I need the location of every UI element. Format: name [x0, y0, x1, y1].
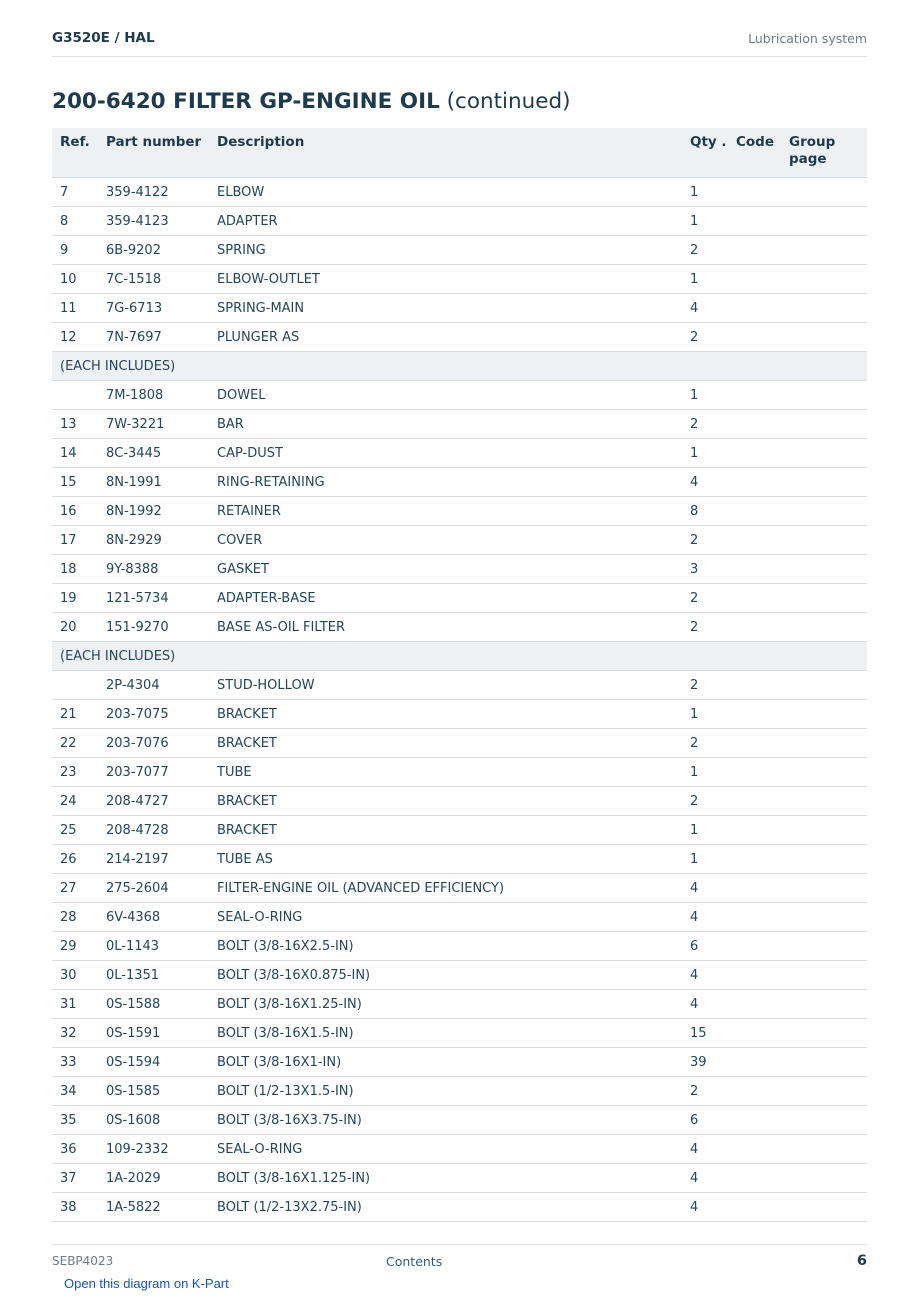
table-row	[52, 1019, 867, 1048]
table-row	[52, 990, 867, 1019]
part-number-cell: 208-4727	[98, 787, 209, 816]
ref-cell: 30	[52, 961, 98, 990]
group-page-cell	[781, 439, 867, 468]
part-number-cell: 359-4123	[98, 207, 209, 236]
ref-cell: 38	[52, 1193, 98, 1222]
ref-cell: 14	[52, 439, 98, 468]
description-cell: DOWEL	[209, 381, 682, 410]
qty-cell: 4	[682, 961, 728, 990]
ref-cell: 34	[52, 1077, 98, 1106]
description-cell: RING-RETAINING	[209, 468, 682, 497]
code-cell	[728, 671, 781, 700]
table-row	[52, 845, 867, 874]
group-page-cell	[781, 178, 867, 207]
ref-cell: 26	[52, 845, 98, 874]
code-cell	[728, 758, 781, 787]
part-number-cell: 7G-6713	[98, 294, 209, 323]
group-page-cell	[781, 1048, 867, 1077]
table-row	[52, 410, 867, 439]
column-header-group-page: Group page	[781, 128, 867, 178]
ref-cell: 9	[52, 236, 98, 265]
table-row	[52, 1106, 867, 1135]
code-cell	[728, 613, 781, 642]
contents-link[interactable]: Contents	[386, 1254, 443, 1269]
ref-cell: 16	[52, 497, 98, 526]
part-number-cell: 7M-1808	[98, 381, 209, 410]
code-cell	[728, 990, 781, 1019]
column-header-code: Code	[728, 128, 781, 178]
ref-cell: 23	[52, 758, 98, 787]
group-page-cell	[781, 294, 867, 323]
description-cell: ELBOW	[209, 178, 682, 207]
table-row	[52, 1135, 867, 1164]
group-page-cell	[781, 497, 867, 526]
group-page-cell	[781, 874, 867, 903]
qty-cell: 2	[682, 323, 728, 352]
part-number-cell: 151-9270	[98, 613, 209, 642]
table-row	[52, 961, 867, 990]
description-cell: BOLT (3/8-16X1.125-IN)	[209, 1164, 682, 1193]
qty-cell: 39	[682, 1048, 728, 1077]
qty-cell: 2	[682, 787, 728, 816]
group-page-cell	[781, 584, 867, 613]
table-row	[52, 932, 867, 961]
description-cell: BRACKET	[209, 729, 682, 758]
qty-cell: 4	[682, 1135, 728, 1164]
table-row	[52, 700, 867, 729]
qty-cell: 2	[682, 236, 728, 265]
ref-cell: 22	[52, 729, 98, 758]
part-number-cell: 7C-1518	[98, 265, 209, 294]
group-page-cell	[781, 265, 867, 294]
code-cell	[728, 961, 781, 990]
column-header-part-number: Part number	[98, 128, 209, 178]
description-cell: BRACKET	[209, 700, 682, 729]
qty-cell: 1	[682, 439, 728, 468]
code-cell	[728, 816, 781, 845]
qty-cell: 1	[682, 178, 728, 207]
description-cell: BASE AS-OIL FILTER	[209, 613, 682, 642]
table-row	[52, 236, 867, 265]
part-number-cell: 0S-1608	[98, 1106, 209, 1135]
group-page-cell	[781, 526, 867, 555]
ref-cell: 7	[52, 178, 98, 207]
part-number-cell: 1A-5822	[98, 1193, 209, 1222]
description-cell: GASKET	[209, 555, 682, 584]
code-cell	[728, 787, 781, 816]
table-row	[52, 729, 867, 758]
parts-table-body	[52, 178, 867, 1222]
group-page-cell	[781, 381, 867, 410]
part-number-cell: 6V-4368	[98, 903, 209, 932]
table-row	[52, 1193, 867, 1222]
qty-cell: 2	[682, 729, 728, 758]
group-page-cell	[781, 758, 867, 787]
ref-cell: 29	[52, 932, 98, 961]
qty-cell: 4	[682, 468, 728, 497]
ref-cell: 24	[52, 787, 98, 816]
group-page-cell	[781, 729, 867, 758]
qty-cell: 4	[682, 1164, 728, 1193]
code-cell	[728, 700, 781, 729]
description-cell: SEAL-O-RING	[209, 1135, 682, 1164]
qty-cell: 2	[682, 584, 728, 613]
group-page-cell	[781, 1077, 867, 1106]
table-row	[52, 1077, 867, 1106]
code-cell	[728, 439, 781, 468]
description-cell: ADAPTER-BASE	[209, 584, 682, 613]
description-cell: RETAINER	[209, 497, 682, 526]
page-number: 6	[856, 1253, 867, 1269]
part-number-cell: 2P-4304	[98, 671, 209, 700]
description-cell: BOLT (1/2-13X1.5-IN)	[209, 1077, 682, 1106]
table-row	[52, 1048, 867, 1077]
ref-cell: 20	[52, 613, 98, 642]
code-cell	[728, 1048, 781, 1077]
group-page-cell	[781, 323, 867, 352]
description-cell: BOLT (3/8-16X1.5-IN)	[209, 1019, 682, 1048]
table-row	[52, 294, 867, 323]
ref-cell: 21	[52, 700, 98, 729]
code-cell	[728, 497, 781, 526]
description-cell: BRACKET	[209, 787, 682, 816]
description-cell: PLUNGER AS	[209, 323, 682, 352]
code-cell	[728, 584, 781, 613]
part-number-cell: 8N-2929	[98, 526, 209, 555]
description-cell: SPRING	[209, 236, 682, 265]
ref-cell: 27	[52, 874, 98, 903]
table-row	[52, 758, 867, 787]
description-cell: BOLT (3/8-16X2.5-IN)	[209, 932, 682, 961]
part-number-cell: 7W-3221	[98, 410, 209, 439]
qty-cell: 3	[682, 555, 728, 584]
qty-cell: 15	[682, 1019, 728, 1048]
qty-cell: 1	[682, 207, 728, 236]
qty-cell: 4	[682, 990, 728, 1019]
column-header-description: Description	[209, 128, 682, 178]
code-cell	[728, 526, 781, 555]
ref-cell: 19	[52, 584, 98, 613]
table-row	[52, 671, 867, 700]
group-page-cell	[781, 700, 867, 729]
description-cell: COVER	[209, 526, 682, 555]
part-number-cell: 1A-2029	[98, 1164, 209, 1193]
ref-cell: 15	[52, 468, 98, 497]
ref-cell: 28	[52, 903, 98, 932]
part-number-cell: 0S-1588	[98, 990, 209, 1019]
group-label: (EACH INCLUDES)	[52, 642, 867, 671]
part-number-cell: 8C-3445	[98, 439, 209, 468]
part-number-cell: 275-2604	[98, 874, 209, 903]
column-header-ref: Ref.	[52, 128, 98, 178]
table-row	[52, 497, 867, 526]
description-cell: BOLT (3/8-16X0.875-IN)	[209, 961, 682, 990]
qty-cell: 1	[682, 816, 728, 845]
title-part-name: 200-6420 FILTER GP-ENGINE OIL	[52, 89, 440, 114]
ref-cell: 35	[52, 1106, 98, 1135]
part-number-cell: 208-4728	[98, 816, 209, 845]
table-row	[52, 613, 867, 642]
ref-cell: 17	[52, 526, 98, 555]
description-cell: SEAL-O-RING	[209, 903, 682, 932]
code-cell	[728, 903, 781, 932]
part-number-cell: 8N-1991	[98, 468, 209, 497]
table-row	[52, 323, 867, 352]
description-cell: FILTER-ENGINE OIL (ADVANCED EFFICIENCY)	[209, 874, 682, 903]
description-cell: ELBOW-OUTLET	[209, 265, 682, 294]
part-number-cell: 203-7076	[98, 729, 209, 758]
ref-cell: 10	[52, 265, 98, 294]
page-title	[52, 89, 571, 114]
title-suffix: (continued)	[439, 89, 571, 114]
description-cell: BOLT (3/8-16X3.75-IN)	[209, 1106, 682, 1135]
group-page-cell	[781, 1106, 867, 1135]
group-page-cell	[781, 410, 867, 439]
table-row	[52, 526, 867, 555]
qty-cell: 4	[682, 903, 728, 932]
part-number-cell: 0L-1143	[98, 932, 209, 961]
code-cell	[728, 178, 781, 207]
code-cell	[728, 1164, 781, 1193]
ref-cell: 13	[52, 410, 98, 439]
open-kpart-link[interactable]: Open this diagram on K-Part	[64, 1276, 229, 1291]
table-row	[52, 381, 867, 410]
description-cell: BAR	[209, 410, 682, 439]
part-number-cell: 0S-1591	[98, 1019, 209, 1048]
table-row	[52, 178, 867, 207]
group-page-cell	[781, 903, 867, 932]
description-cell: CAP-DUST	[209, 439, 682, 468]
code-cell	[728, 1193, 781, 1222]
qty-cell: 8	[682, 497, 728, 526]
section-label: Lubrication system	[748, 31, 867, 46]
qty-cell: 2	[682, 526, 728, 555]
group-label: (EACH INCLUDES)	[52, 352, 867, 381]
table-row	[52, 584, 867, 613]
code-cell	[728, 468, 781, 497]
code-cell	[728, 1077, 781, 1106]
qty-cell: 1	[682, 381, 728, 410]
ref-cell: 36	[52, 1135, 98, 1164]
code-cell	[728, 845, 781, 874]
group-page-cell	[781, 961, 867, 990]
part-number-cell: 8N-1992	[98, 497, 209, 526]
part-number-cell: 0S-1585	[98, 1077, 209, 1106]
page-footer	[52, 1244, 867, 1275]
table-row	[52, 207, 867, 236]
table-row	[52, 1164, 867, 1193]
part-number-cell: 9Y-8388	[98, 555, 209, 584]
table-row	[52, 439, 867, 468]
code-cell	[728, 381, 781, 410]
code-cell	[728, 729, 781, 758]
part-number-cell: 359-4122	[98, 178, 209, 207]
group-page-cell	[781, 816, 867, 845]
group-page-cell	[781, 236, 867, 265]
group-page-cell	[781, 845, 867, 874]
code-cell	[728, 323, 781, 352]
column-header-qty: Qty .	[682, 128, 728, 178]
group-page-cell	[781, 1135, 867, 1164]
ref-cell: 25	[52, 816, 98, 845]
code-cell	[728, 1135, 781, 1164]
qty-cell: 4	[682, 1193, 728, 1222]
description-cell: ADAPTER	[209, 207, 682, 236]
table-row	[52, 874, 867, 903]
part-number-cell: 0S-1594	[98, 1048, 209, 1077]
description-cell: BRACKET	[209, 816, 682, 845]
qty-cell: 2	[682, 1077, 728, 1106]
description-cell: STUD-HOLLOW	[209, 671, 682, 700]
ref-cell: 12	[52, 323, 98, 352]
part-number-cell: 203-7077	[98, 758, 209, 787]
part-number-cell: 0L-1351	[98, 961, 209, 990]
table-row	[52, 787, 867, 816]
code-cell	[728, 1019, 781, 1048]
ref-cell: 33	[52, 1048, 98, 1077]
ref-cell: 32	[52, 1019, 98, 1048]
part-number-cell: 109-2332	[98, 1135, 209, 1164]
qty-cell: 1	[682, 845, 728, 874]
qty-cell: 4	[682, 294, 728, 323]
code-cell	[728, 265, 781, 294]
table-header-row	[52, 128, 867, 178]
group-page-cell	[781, 1164, 867, 1193]
code-cell	[728, 555, 781, 584]
qty-cell: 2	[682, 671, 728, 700]
code-cell	[728, 236, 781, 265]
group-page-cell	[781, 787, 867, 816]
description-cell: BOLT (1/2-13X2.75-IN)	[209, 1193, 682, 1222]
table-row	[52, 555, 867, 584]
group-header-row	[52, 352, 867, 381]
qty-cell: 1	[682, 758, 728, 787]
part-number-cell: 214-2197	[98, 845, 209, 874]
qty-cell: 4	[682, 874, 728, 903]
code-cell	[728, 874, 781, 903]
qty-cell: 2	[682, 410, 728, 439]
parts-table	[52, 128, 867, 1222]
part-number-cell: 7N-7697	[98, 323, 209, 352]
description-cell: BOLT (3/8-16X1.25-IN)	[209, 990, 682, 1019]
page-header	[52, 28, 867, 57]
qty-cell: 6	[682, 1106, 728, 1135]
group-page-cell	[781, 1193, 867, 1222]
group-page-cell	[781, 207, 867, 236]
ref-cell: 8	[52, 207, 98, 236]
qty-cell: 1	[682, 265, 728, 294]
description-cell: TUBE AS	[209, 845, 682, 874]
group-header-row	[52, 642, 867, 671]
ref-cell: 31	[52, 990, 98, 1019]
group-page-cell	[781, 990, 867, 1019]
description-cell: SPRING-MAIN	[209, 294, 682, 323]
table-row	[52, 265, 867, 294]
ref-cell	[52, 381, 98, 410]
code-cell	[728, 932, 781, 961]
code-cell	[728, 294, 781, 323]
part-number-cell: 121-5734	[98, 584, 209, 613]
qty-cell: 6	[682, 932, 728, 961]
document-id: SEBP4023	[52, 1254, 114, 1268]
description-cell: BOLT (3/8-16X1-IN)	[209, 1048, 682, 1077]
ref-cell: 18	[52, 555, 98, 584]
description-cell: TUBE	[209, 758, 682, 787]
table-row	[52, 816, 867, 845]
model-label: G3520E / HAL	[52, 30, 155, 46]
qty-cell: 2	[682, 613, 728, 642]
group-page-cell	[781, 555, 867, 584]
group-page-cell	[781, 613, 867, 642]
part-number-cell: 6B-9202	[98, 236, 209, 265]
ref-cell: 37	[52, 1164, 98, 1193]
code-cell	[728, 1106, 781, 1135]
table-row	[52, 468, 867, 497]
ref-cell	[52, 671, 98, 700]
table-row	[52, 903, 867, 932]
group-page-cell	[781, 468, 867, 497]
code-cell	[728, 410, 781, 439]
qty-cell: 1	[682, 700, 728, 729]
group-page-cell	[781, 1019, 867, 1048]
part-number-cell: 203-7075	[98, 700, 209, 729]
code-cell	[728, 207, 781, 236]
group-page-cell	[781, 932, 867, 961]
group-page-cell	[781, 671, 867, 700]
ref-cell: 11	[52, 294, 98, 323]
